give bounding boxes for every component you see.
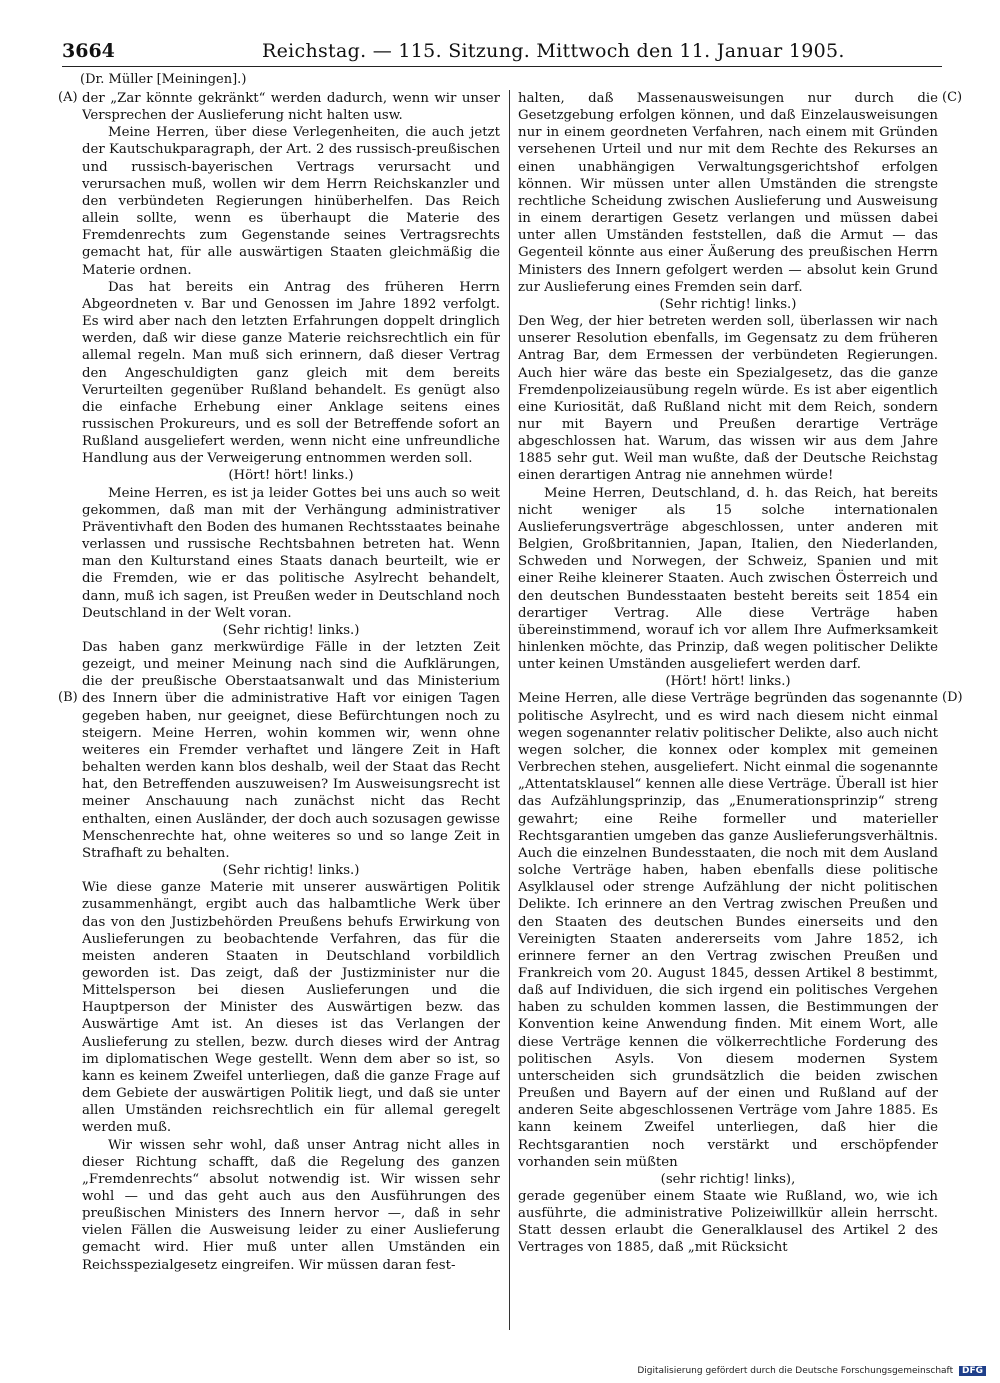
page-number: 3664 xyxy=(62,40,115,62)
paragraph: halten, daß Massenausweisungen nur durch die Gesetzgebung erfolgen können, und daß Einzelausweisungen nur in einem geordneten Verfahren, nach einem mit Gründen versehenen Urteil und nur mit dem Rechte des Rekurses an einen unabhängigen Verwaltungsgerichtshof erfolgen können. Wir müssen unter allen Umständen die strengste rechtliche Scheidung zwischen Auslieferung und Ausweisung in einem derartigen Gesetz verlangen und müssen dabei unter allen Umständen feststellen, daß die Armut — das Gegenteil könnte aus einer Äußerung des preußischen Herrn Ministers des Innern gefolgert werden — absolut kein Grund zur Auslieferung eines Fremden sein darf. xyxy=(518,91,938,295)
right-column xyxy=(518,90,938,1333)
paragraph: Meine Herren, über diese Verlegenheiten, die auch jetzt der Kautschukparagraph, der Art. 2 des russisch-preußischen und russisch-bayerischen Vertrags verursacht und verursachen muß, wollen wir dem Herrn Reichskanzler und den verbündeten Regierungen hinüberhelfen. Das Reich allein sollte, wenn es überhaupt die Materie des Fremdenrechts zum Gegenstande seines Vertragsrechts gemacht hat, für alle auswärtigen Staaten gleichmäßig die Materie ordnen. xyxy=(82,125,500,278)
paragraph: Das hat bereits ein Antrag des früheren Herrn Abgeordneten v. Bar und Genossen im Jahre 1892 verfolgt. Es wird aber nach den letzten Erfahrungen doppelt dringlich werden, daß wir diese ganze Materie reichsrechtlich ein für allemal regeln. Man muß sich erinnern, daß dieser Vertrag den Angeschuldigten ganz gleich mit dem bereits Verurteilten gegenüber Rußland behandelt. Es genügt also die einfache Erhebung einer Anklage seitens eines russischen Prokureurs, und es soll der Betreffende sofort an Rußland ausgeliefert werden, wenn nicht eine unfreundliche Handlung aus der Verweigerung entnommen werden soll. xyxy=(82,279,500,467)
interjection: (Hört! hört! links.) xyxy=(228,468,354,484)
margin-marker-b: (B) xyxy=(58,690,78,705)
paragraph: Wir wissen sehr wohl, daß unser Antrag nicht alles in dieser Richtung schafft, daß die Regelung des ganzen „Fremdenrechts“ absolut notwendig ist. Wir wissen sehr wohl — und das geht auch aus den Ausführungen des preußischen Ministers des Innern hervor —, daß in sehr vielen Fällen die Ausweisung leider zu einer Auslieferung gemacht wird. Hier muß unter allen Umständen ein Reichsspezialgesetz eingreifen. Wir müssen daran fest- xyxy=(82,1137,500,1273)
paragraph: Meine Herren, Deutschland, d. h. das Reich, hat bereits nicht weniger als 15 solche internationalen Auslieferungsverträge abgeschlossen, unter anderen mit Belgien, Großbritannien, Japan, Italien, den Niederlanden, Schweden und Norwegen, der Schweiz, Spanien und mit einer Reihe kleinerer Staaten. Auch zwischen Österreich und den deutschen Bundesstaaten besteht bereits seit 1854 ein derartiger Vertrag. Alle diese Verträge haben übereinstimmend, worauf ich vor allem Ihre Aufmerksamkeit hinlenken möchte, das Prinzip, daß wegen politischer Delikte unter keinen Umständen ausgeliefert werden darf. xyxy=(518,485,938,673)
paragraph: Meine Herren, alle diese Verträge begründen das sogenannte politische Asylrecht, und es wird nach diesem nicht einmal wegen sogenannter relativ politischer Delikte, also auch nicht wegen solcher, die konnex oder komplex mit gemeinen Verbrechen stehen, ausgeliefert. Nicht einmal die sogenannte „Attentatsklausel“ kennen alle diese Verträge. Überall ist hier das Aufzählungsprinzip, das „Enumerationsprinzip“ streng gewahrt; eine Reihe formeller und materieller Rechtsgarantien umgeben das ganze Auslieferungsverhältnis. Auch die einzelnen Bundesstaaten, die noch mit dem Ausland solche Verträge haben, haben ebenfalls diese politische Asylklausel oder strenge Aufzählung der nicht politischen Delikte. Ich erinnere an den Vertrag zwischen Preußen und den Staaten des deutschen Bundes einerseits und den Vereinigten Staaten andererseits vom Jahre 1852, ich erinnere ferner an den Vertrag zwischen Preußen und Frankreich vom 20. August 1845, dessen Artikel 8 bestimmt, daß auf Individuen, die sich irgend ein politisches Vergehen haben zu schulden kommen lassen, die Bestimmungen der Konvention keine Anwendung finden. Mit einem Wort, alle diese Verträge kennen die völkerrechtliche Forderung des politischen Asyls. Von diesem modernen System unterscheiden sich grundsätzlich die beiden zwischen Preußen und Bayern auf der einen und Rußland auf der anderen Seite abgeschlossenen Verträge vom Jahre 1885. Es kann keinem Zweifel unterliegen, daß hier die Rechtsgarantien noch verstärkt und erschöpfender vorhanden sein müßten xyxy=(518,691,938,1170)
running-title: Reichstag. — 115. Sitzung. Mittwoch den 11. Januar 1905. xyxy=(262,40,845,62)
paragraph: der „Zar könnte gekränkt“ werden dadurch, wenn wir unser Versprechen der Auslieferung nicht halten usw. xyxy=(82,91,500,124)
paragraph: gerade gegenüber einem Staate wie Rußland, wo, wie ich ausführte, die administrative Polizeiwillkür allein herrscht. Statt dessen erlaubt die Generalklausel des Artikel 2 des Vertrages von 1885, daß „mit Rücksicht xyxy=(518,1189,938,1256)
interjection: (Sehr richtig! links.) xyxy=(222,863,360,879)
footer-credit xyxy=(637,1366,986,1376)
margin-marker-a: (A) xyxy=(58,90,78,105)
interjection: (Sehr richtig! links.) xyxy=(222,622,360,638)
interjection: (Hört! hört! links.) xyxy=(665,674,791,690)
dfg-logo: DFG xyxy=(959,1366,986,1376)
margin-marker-d: (D) xyxy=(942,690,963,705)
paragraph: Den Weg, der hier betreten werden soll, überlassen wir nach unserer Resolution ebenfalls, im Gegensatz zu dem früheren Antrag Bar, dem Ermessen der verbündeten Regierungen. Auch hier wäre das beste ein Spezialgesetz, das die ganze Fremdenpolizeiausübung regeln würde. Es ist aber eigentlich eine Kuriosität, daß Rußland nicht mit dem Reich, sondern nur mit Bayern und Preußen derartige Verträge abgeschlossen hat. Warum, das wissen wir aus dem Jahre 1885 sehr gut. Weil man wußte, daß der Deutsche Reichstag einen derartigen Antrag nie annehmen würde! xyxy=(518,314,938,484)
footer-text: Digitalisierung gefördert durch die Deutsche Forschungsgemeinschaft xyxy=(637,1366,954,1376)
speaker-label: (Dr. Müller [Meiningen].) xyxy=(80,72,247,87)
paragraph: Wie diese ganze Materie mit unserer auswärtigen Politik zusammenhängt, ergibt auch das halbamtliche Werk über das von den Justizbehörden Preußens behufs Erwirkung von Auslieferungen zu beobachtende Verfahren, das für die meisten anderen Staaten in Deutschland vorbildlich geworden ist. Das zeigt, daß der Justizminister nur die Mittelsperson bei diesen Auslieferungen und die Hauptperson der Minister des Auswärtigen bezw. das Auswärtige Amt ist. An dieses ist das Verlangen der Auslieferung zu stellen, bezw. durch dieses wird der Antrag im diplomatischen Wege gestellt. Wenn dem aber so ist, so kann es keinem Zweifel unterliegen, daß die ganze Frage auf dem Gebiete der auswärtigen Politik liegt, und daß sie unter allen Umständen reichsrechtlich ein für allemal geregelt werden muß. xyxy=(82,880,500,1136)
paragraph: Das haben ganz merkwürdige Fälle in der letzten Zeit gezeigt, und meiner Meinung nach sind die Aufklärungen, die der preußische Oberstaatsanwalt und das Ministerium des Innern über die administrative Haft vor einigen Tagen gegeben haben, nur geeignet, diese Befürchtungen noch zu steigern. Meine Herren, wohin kommen wir, wenn ohne weiteres ein Fremder verhaftet und längere Zeit in Haft behalten werden kann blos deshalb, weil der Staat das Recht hat, den Betreffenden auszuweisen? Im Ausweisungsrecht ist meiner Anschauung nach zunächst nicht das Recht enthalten, einen Ausländer, der doch auch sozusagen gewisse Menschenrechte hat, ohne weiteres so und so lange Zeit in Strafhaft zu behalten. xyxy=(82,640,500,861)
paragraph: Meine Herren, es ist ja leider Gottes bei uns auch so weit gekommen, daß man mit der Verhängung administrativer Präventivhaft den Boden des humanen Rechtsstaates beinahe verlassen und russische Rechtsbahnen betreten hat. Wenn man den Kulturstand eines Staats danach beurteilt, wie er die Fremden, wie er das politische Asylrecht behandelt, dann, muß ich sagen, ist Preußen weder in Deutschland noch Deutschland in der Welt voran. xyxy=(82,485,500,621)
column-divider xyxy=(509,90,510,1330)
left-column xyxy=(82,90,500,1333)
header-rule xyxy=(62,66,942,67)
interjection: (Sehr richtig! links.) xyxy=(659,296,797,312)
interjection: (sehr richtig! links), xyxy=(660,1171,796,1187)
page-header xyxy=(62,36,942,64)
margin-marker-c: (C) xyxy=(942,90,963,105)
